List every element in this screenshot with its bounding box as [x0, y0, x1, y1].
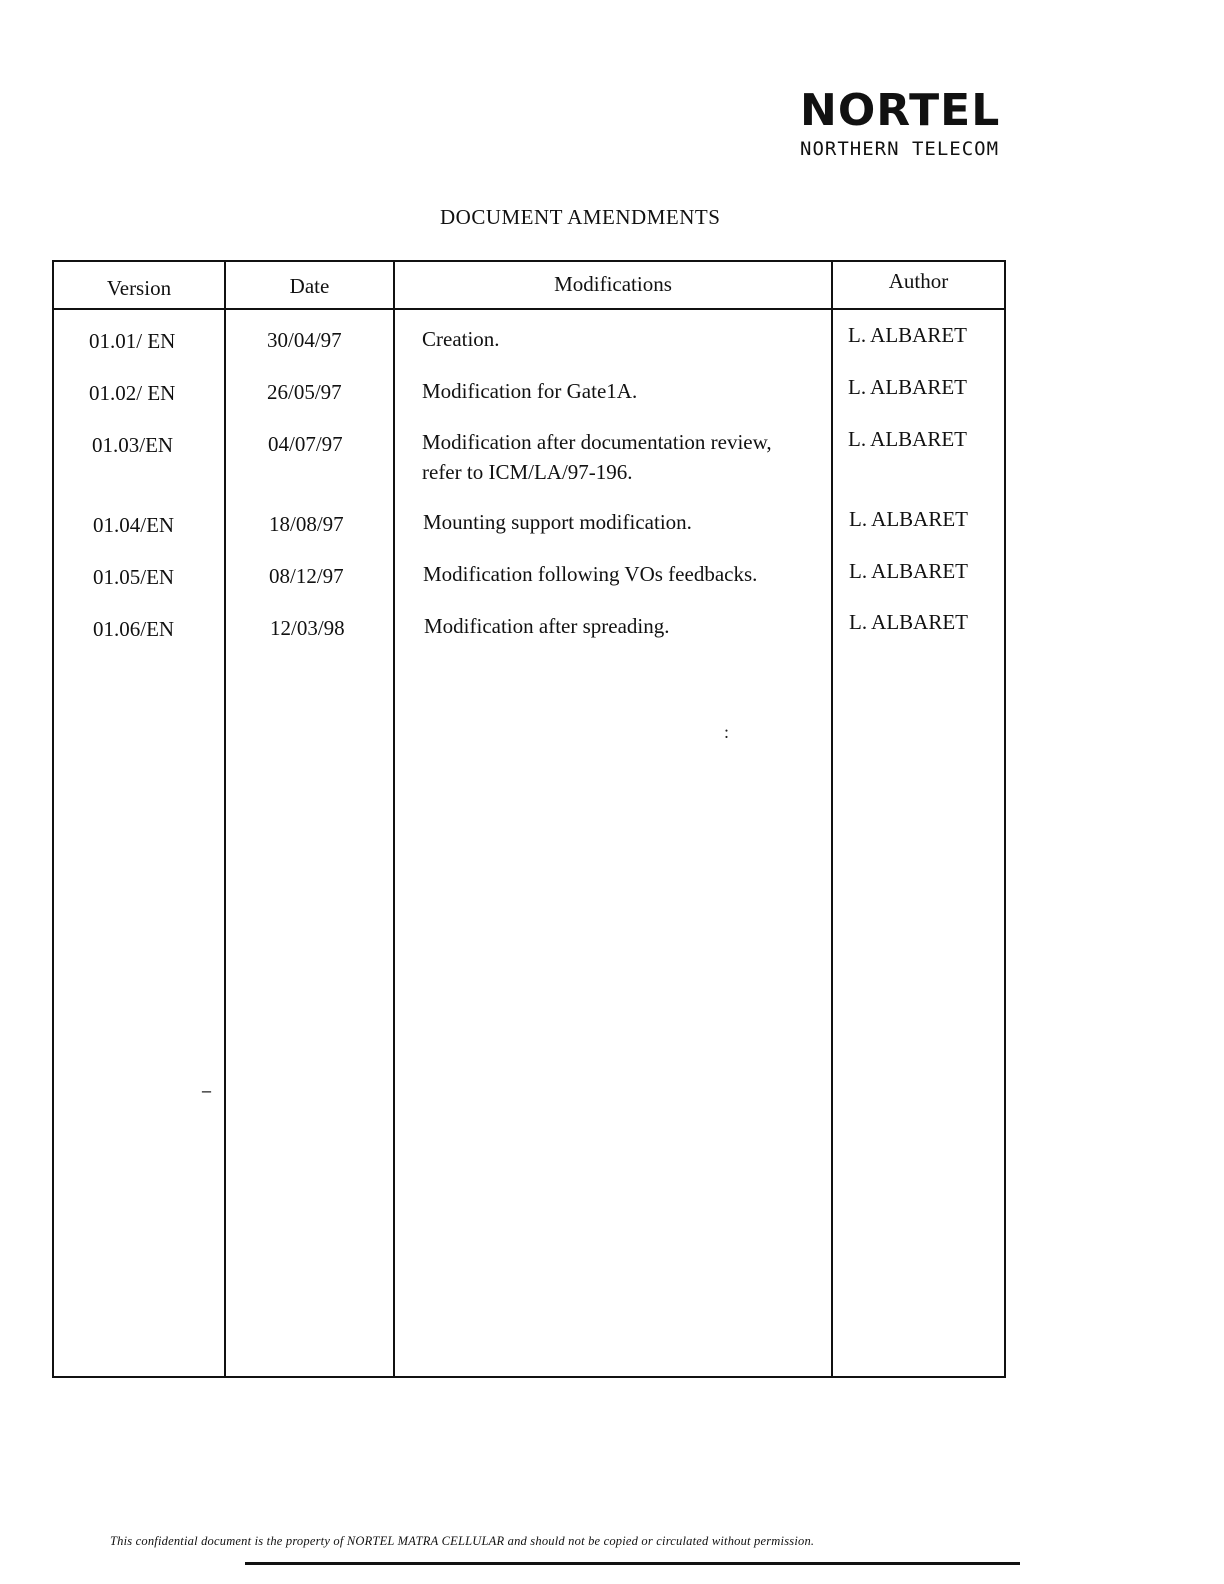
footer-rule: [245, 1562, 1020, 1565]
row-4-date: 18/08/97: [269, 512, 344, 536]
row-4-modification: Mounting support modification.: [423, 510, 692, 534]
row-3-modification-line-1: Modification after documentation review,: [422, 430, 772, 454]
row-5-author: L. ALBARET: [849, 559, 968, 583]
row-3-author: L. ALBARET: [848, 427, 967, 451]
row-6-date: 12/03/98: [270, 616, 345, 640]
amendments-table: [52, 260, 1006, 1378]
row-3-version: 01.03/EN: [92, 433, 174, 457]
row-6-modification: Modification after spreading.: [424, 614, 670, 638]
row-4-version: 01.04/EN: [93, 513, 175, 537]
confidentiality-notice: This confidential document is the property of NORTEL MATRA CELLULAR and should not be copied or circulated without permission.: [110, 1534, 815, 1548]
row-3-date: 04/07/97: [268, 432, 343, 456]
header-date: Date: [289, 274, 330, 298]
row-1-modification: Creation.: [422, 327, 500, 351]
row-2-modification: Modification for Gate1A.: [422, 379, 638, 403]
column-divider: [393, 262, 395, 1376]
row-2-version: 01.02/ EN: [89, 381, 176, 405]
page-title: DOCUMENT AMENDMENTS: [440, 205, 721, 229]
row-5-modification: Modification following VOs feedbacks.: [423, 562, 758, 586]
row-1-version: 01.01/ EN: [89, 329, 176, 353]
row-1-date: 30/04/97: [267, 328, 342, 352]
scan-speck: :: [724, 722, 730, 742]
row-4-author: L. ALBARET: [849, 507, 968, 531]
scan-speck: –: [202, 1080, 211, 1100]
header-divider: [54, 308, 1004, 310]
header-modifications: Modifications: [554, 272, 672, 296]
row-6-author: L. ALBARET: [849, 610, 968, 634]
logo-tagline: NORTHERN TELECOM: [800, 138, 1000, 160]
row-6-version: 01.06/EN: [93, 617, 175, 641]
column-divider: [831, 262, 833, 1376]
row-5-date: 08/12/97: [269, 564, 344, 588]
row-2-author: L. ALBARET: [848, 375, 967, 399]
row-5-version: 01.05/EN: [93, 565, 175, 589]
row-1-author: L. ALBARET: [848, 323, 967, 347]
row-2-date: 26/05/97: [267, 380, 342, 404]
header-author: Author: [888, 269, 949, 293]
column-divider: [224, 262, 226, 1376]
header-version: Version: [106, 276, 172, 300]
logo-wordmark: NORTEL: [800, 85, 1001, 136]
company-logo: [800, 86, 1010, 160]
row-3-modification-line-2: refer to ICM/LA/97-196.: [422, 460, 633, 484]
